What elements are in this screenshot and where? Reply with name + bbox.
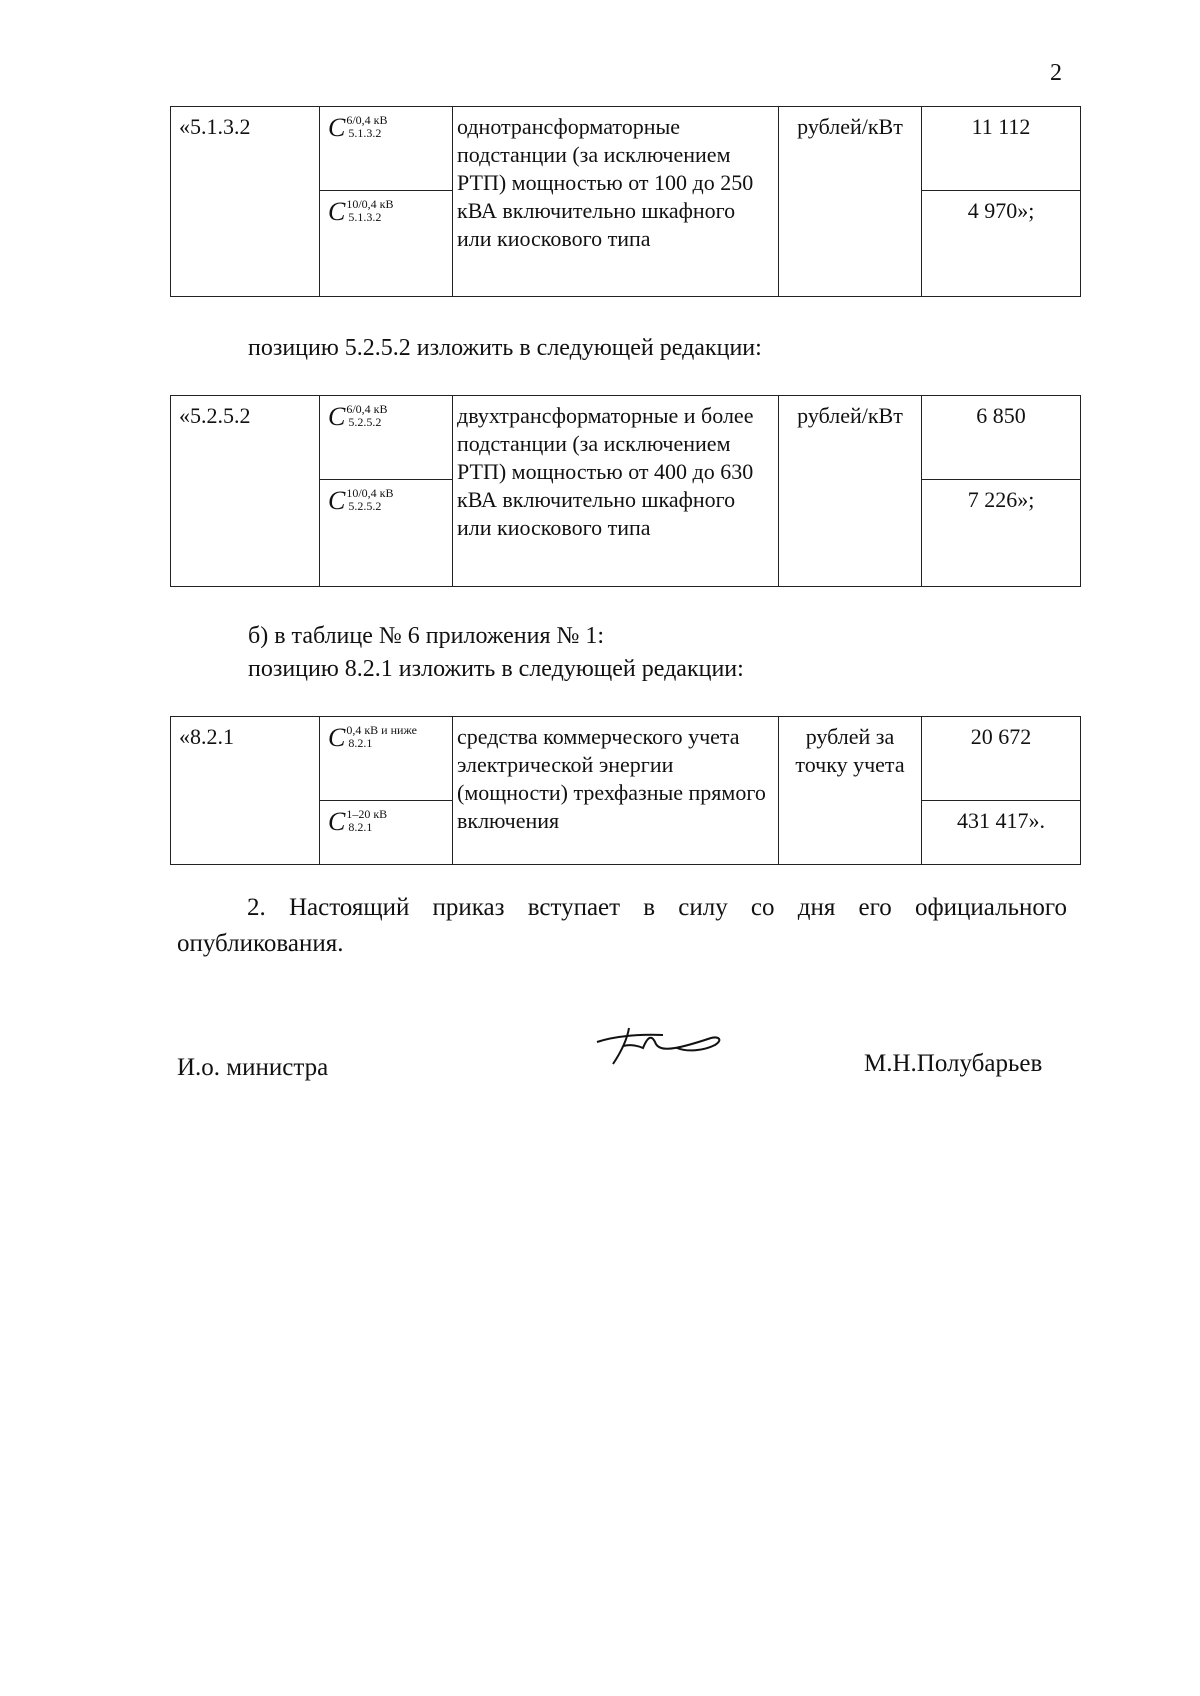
tariff-table-821 <box>170 716 1081 865</box>
tariff-symbol-cell <box>320 717 453 801</box>
value-cell: 6 850 <box>922 396 1081 480</box>
paragraph-intro-821: позицию 8.2.1 изложить в следующей редакции: <box>248 656 744 682</box>
tariff-symbol-cell <box>320 191 453 297</box>
page-number: 2 <box>1050 60 1062 86</box>
handwritten-signature <box>595 1018 735 1068</box>
tariff-symbol: C 10/0,4 кВ 5.2.5.2 <box>328 486 394 515</box>
clause-2: 2. Настоящий приказ вступает в силу со дня его официального опубликования. <box>177 894 1067 957</box>
description-cell: двухтрансформаторные и более подстанции (за исключением РТП) мощностью от 400 до 630 кВА включительно шкафного или киоскового типа <box>453 396 779 587</box>
signatory-title: И.о. министра <box>177 1054 329 1081</box>
tariff-table-5132 <box>170 106 1081 297</box>
value-cell: 431 417». <box>922 801 1081 865</box>
tariff-symbol: C 0,4 кВ и ниже 8.2.1 <box>328 723 417 752</box>
tariff-symbol-cell <box>320 107 453 191</box>
signatory-name: М.Н.Полубарьев <box>864 1050 1043 1077</box>
value-cell: 20 672 <box>922 717 1081 801</box>
description-cell: средства коммерческого учета электрической энергии (мощности) трехфазные прямого включения <box>453 717 779 865</box>
value-cell: 4 970»; <box>922 191 1081 297</box>
position-cell: «5.2.5.2 <box>171 396 320 587</box>
value-cell: 7 226»; <box>922 480 1081 587</box>
tariff-symbol: C 6/0,4 кВ 5.1.3.2 <box>328 113 388 142</box>
position-cell: «8.2.1 <box>171 717 320 865</box>
tariff-symbol: C 1–20 кВ 8.2.1 <box>328 807 388 836</box>
tariff-symbol-cell <box>320 396 453 480</box>
paragraph-intro-5252: позицию 5.2.5.2 изложить в следующей редакции: <box>248 335 762 361</box>
tariff-symbol: C 10/0,4 кВ 5.1.3.2 <box>328 197 394 226</box>
tariff-symbol: C 6/0,4 кВ 5.2.5.2 <box>328 402 388 431</box>
description-cell: однотрансформаторные подстанции (за исключением РТП) мощностью от 100 до 250 кВА включительно шкафного или киоскового типа <box>453 107 779 297</box>
unit-cell: рублей/кВт <box>779 396 922 587</box>
unit-cell: рублей за точку учета <box>779 717 922 865</box>
unit-cell: рублей/кВт <box>779 107 922 297</box>
tariff-symbol-cell <box>320 480 453 587</box>
position-cell: «5.1.3.2 <box>171 107 320 297</box>
value-cell: 11 112 <box>922 107 1081 191</box>
tariff-table-5252 <box>170 395 1081 587</box>
tariff-symbol-cell <box>320 801 453 865</box>
paragraph-point-b: б) в таблице № 6 приложения № 1: <box>248 623 605 649</box>
